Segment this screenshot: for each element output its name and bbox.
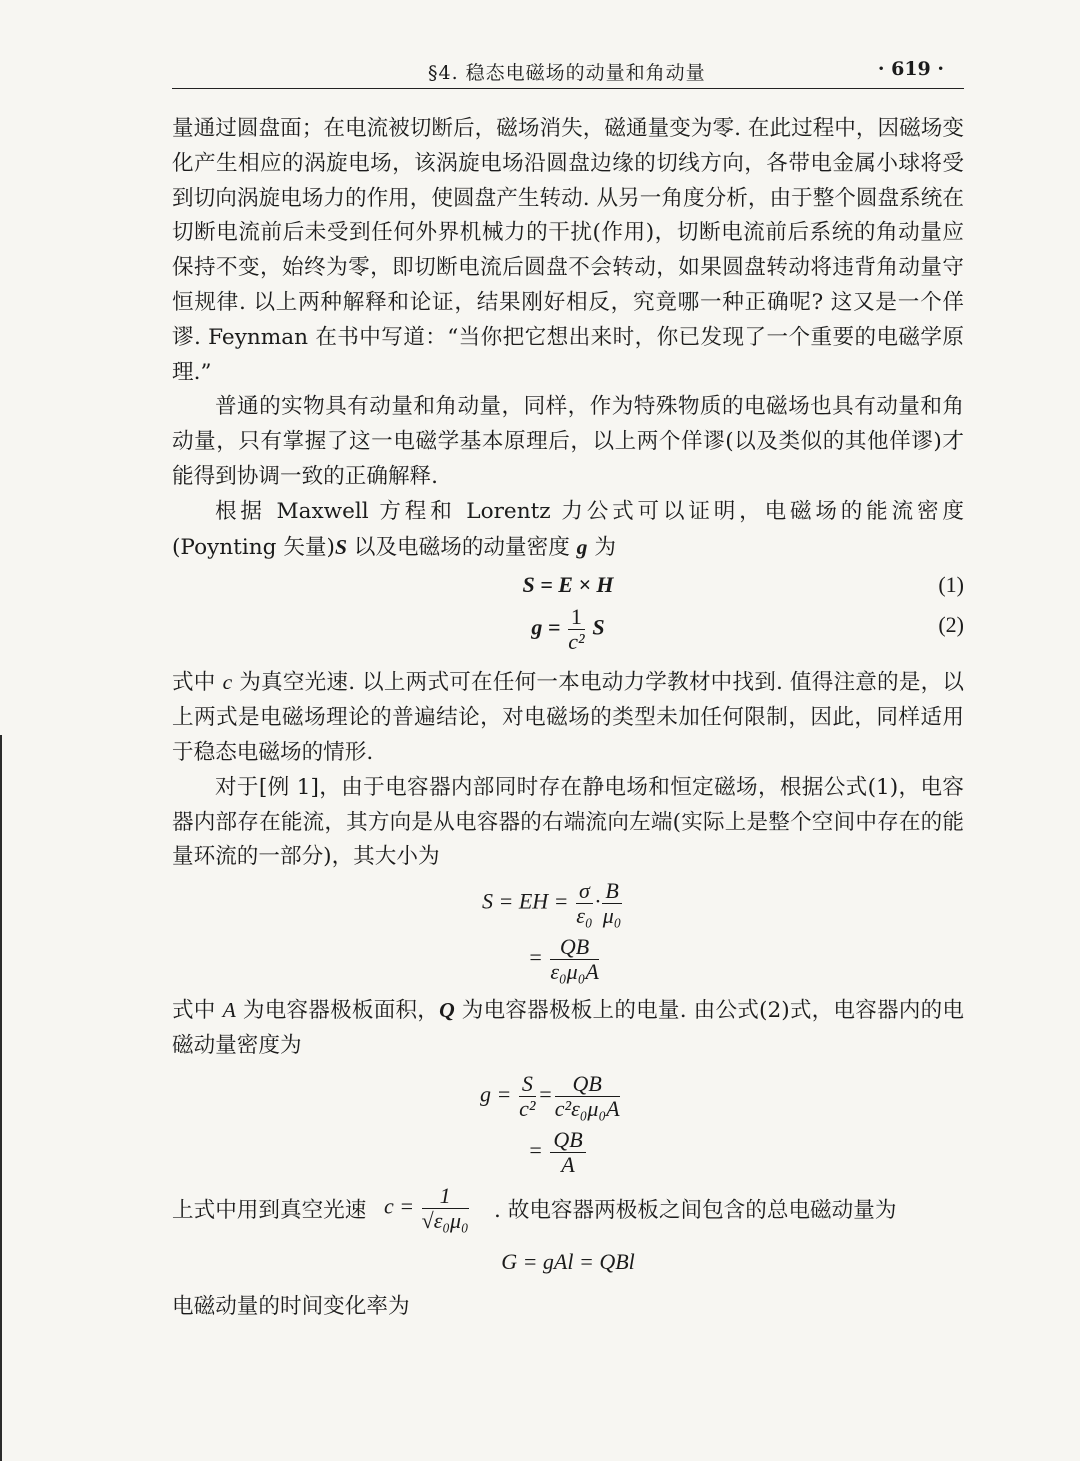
equation-3-dot: · [594, 888, 601, 914]
equation-6 [172, 1242, 964, 1284]
equation-4-f2-numerator: QB [555, 1072, 620, 1097]
equation-4-equals: = [537, 1081, 553, 1107]
section-title: §4. 稳态电磁场的动量和角动量 [428, 62, 706, 84]
paragraph-7 [172, 1182, 964, 1242]
running-header [172, 58, 964, 89]
equation-2-denominator: c² [568, 629, 585, 655]
paragraph-7-text-2: . 故电容器两极板之间包含的总电磁动量为 [494, 1197, 897, 1223]
equation-3-line-1 [482, 879, 624, 928]
equation-1 [172, 565, 964, 605]
paragraph-2: 普通的实物具有动量和角动量，同样，作为特殊物质的电磁场也具有动量和角动量，只有掌握了这一电磁学基本原理后，以上两个佯谬(以及类似的其他佯谬)才能得到协调一致的正确解释. [172, 394, 964, 489]
paragraph-3-text: 根据 Maxwell 方程和 Lorentz 力公式可以证明，电磁场的能流密度(Poynting 矢量) [172, 498, 964, 560]
equation-4-lhs: g = [480, 1081, 512, 1107]
equation-4-fraction-1 [519, 1072, 536, 1121]
equation-4 [172, 1064, 964, 1186]
equation-3-fraction-3 [550, 935, 598, 984]
equation-4-fraction-3 [550, 1128, 585, 1177]
symbol-Q: Q [439, 998, 455, 1023]
paragraph-6-text-2: 为电容器极板面积， [235, 998, 440, 1024]
equation-5-denominator: √ε₀μ₀ [421, 1207, 469, 1233]
equation-2 [172, 605, 964, 665]
paragraph-3-text-2: 以及电磁场的动量密度 [347, 534, 577, 560]
paragraph-4-text: 式中 [172, 670, 223, 696]
paragraph-8: 电磁动量的时间变化率为 [172, 1293, 410, 1319]
paragraph-6-text: 式中 [172, 998, 223, 1024]
page-number: · 619 · [877, 58, 944, 80]
equation-6-body: G = gAl = QBl [501, 1248, 635, 1274]
equation-5-lhs: c = [384, 1193, 415, 1219]
page-body [172, 112, 964, 1325]
equation-2-rhs: S [592, 614, 605, 640]
symbol-S: S [334, 534, 347, 559]
symbol-A: A [222, 998, 236, 1023]
equation-3-f2-numerator: B [602, 879, 621, 904]
equation-3 [172, 875, 964, 993]
symbol-c: c [222, 670, 233, 695]
paragraph-4 [172, 665, 964, 770]
equation-3-equals: = [528, 944, 543, 970]
paragraph-3 [172, 495, 964, 566]
paragraph-4-text-2: 为真空光速. 以上两式可在任何一本电动力学教材中找到. 值得注意的是，以上两式是电磁场理论的普遍结论，对电磁场的类型未加任何限制，因此，同样适用于稳态电磁场的情形. [172, 670, 964, 765]
paragraph-1: 量通过圆盘面；在电流被切断后，磁场消失，磁通量变为零. 在此过程中，因磁场变化产生相应的涡旋电场，该涡旋电场沿圆盘边缘的切线方向，各带电金属小球将受到切向涡旋电场力的作用，使圆盘产生转动. 从另一角度分析，由于整个圆盘系统在切断电流前后未受到任何外界机械力的干扰(作用)，切断电流前后系统的角动量应保持不变，始终为零，即切断电流后圆盘不会转动，如果圆盘转动将违背角动量守恒规律. 以上两种解释和论证，结果刚好相反，究竟哪一种正确呢? 这又是一个佯谬. Feynman 在书中写道：“当你把它想出来时，你已发现了一个重要的电磁学原理.” [172, 116, 964, 385]
equation-5-numerator: 1 [422, 1184, 469, 1209]
equation-3-line-2 [528, 935, 601, 984]
paragraph-6-text-3: 为电容器极板上的电量. 由公式(2)式，电容器内的电磁动量密度为 [172, 998, 964, 1058]
equation-3-f1-numerator: σ [576, 879, 593, 904]
paragraph-3-text-3: 为 [587, 534, 616, 560]
equation-3-f2-denominator: μ₀ [602, 903, 622, 929]
equation-4-f2-denominator: c²ε₀μ₀A [554, 1095, 620, 1121]
equation-4-line-2 [528, 1128, 588, 1177]
equation-3-fraction-1 [576, 879, 593, 928]
equation-4-line-1 [480, 1072, 622, 1121]
equation-3-fraction-2 [602, 879, 621, 928]
page-edge-line [0, 735, 2, 1461]
paragraph-5: 对于[例 1]，由于电容器内部同时存在静电场和恒定磁场，根据公式(1)，电容器内部存在能流，其方向是从电容器的右端流向左端(实际上是整个空间中存在的能量环流的一部分)，其大小为 [172, 774, 964, 870]
paragraph-7-text: 上式中用到真空光速 [172, 1197, 367, 1223]
equation-3-f3-denominator: ε₀μ₀A [550, 959, 599, 985]
symbol-g: g [576, 534, 588, 559]
equation-3-f3-numerator: QB [550, 935, 598, 960]
equation-4-f1-numerator: S [519, 1072, 536, 1097]
equation-3-lhs: S = EH = [482, 888, 569, 914]
equation-1-body: S = E × H [522, 572, 614, 598]
equation-4-equals-2: = [528, 1137, 543, 1163]
equation-2-lhs: g = [531, 614, 561, 640]
equation-2-numerator: 1 [568, 605, 585, 630]
equation-5-fraction [422, 1184, 469, 1233]
equation-4-f1-denominator: c² [519, 1095, 536, 1121]
equation-3-f1-denominator: ε₀ [576, 903, 593, 929]
equation-2-fraction [568, 605, 585, 654]
equation-1-number: (1) [938, 572, 964, 598]
equation-4-fraction-2 [555, 1072, 620, 1121]
paragraph-6 [172, 993, 964, 1064]
equation-5 [384, 1184, 471, 1233]
equation-2-number: (2) [938, 612, 964, 638]
equation-4-f3-numerator: QB [550, 1128, 585, 1153]
equation-4-f3-denominator: A [561, 1151, 575, 1177]
